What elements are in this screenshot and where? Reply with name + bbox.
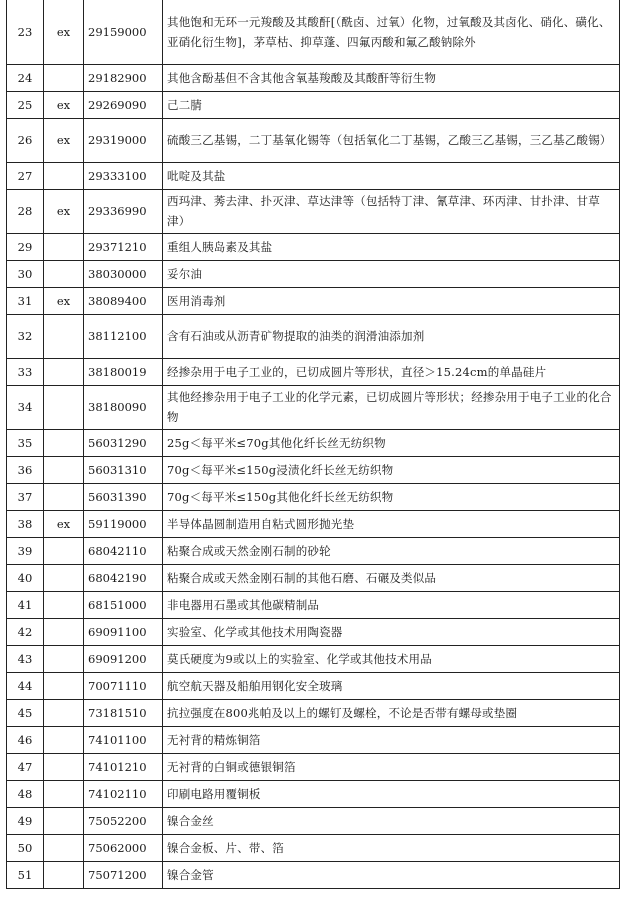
description-cell: 其他饱和无环一元羧酸及其酸酐[（酰卤、过氧）化物，过氧酸及其卤化、硝化、磺化、亚硝化衍生物]，茅草枯、抑草蓬、四氟丙酸和氟乙酸钠除外 xyxy=(163,0,620,64)
table-row xyxy=(7,483,620,510)
table-row xyxy=(7,564,620,591)
description-cell: 半导体晶圆制造用自粘式圆形抛光垫 xyxy=(163,510,620,537)
description-cell: 含有石油或从沥青矿物提取的油类的润滑油添加剂 xyxy=(163,314,620,358)
row-number-cell: 42 xyxy=(7,618,44,645)
ex-mark-cell xyxy=(44,64,84,91)
row-number-cell: 30 xyxy=(7,260,44,287)
tariff-code-cell: 69091100 xyxy=(84,618,163,645)
table-row xyxy=(7,189,620,233)
tariff-code-cell: 29159000 xyxy=(84,0,163,64)
row-number-cell: 31 xyxy=(7,287,44,314)
tariff-code-cell: 74101100 xyxy=(84,726,163,753)
row-number-cell: 25 xyxy=(7,91,44,118)
tariff-code-cell: 38112100 xyxy=(84,314,163,358)
description-cell: 妥尔油 xyxy=(163,260,620,287)
table-row xyxy=(7,591,620,618)
table-row xyxy=(7,287,620,314)
tariff-code-cell: 68042190 xyxy=(84,564,163,591)
tariff-code-cell: 70071110 xyxy=(84,672,163,699)
description-cell: 无衬背的精炼铜箔 xyxy=(163,726,620,753)
description-cell: 其他含酚基但不含其他含氧基羧酸及其酸酐等衍生物 xyxy=(163,64,620,91)
ex-mark-cell xyxy=(44,618,84,645)
ex-mark-cell xyxy=(44,726,84,753)
ex-mark-cell: ex xyxy=(44,510,84,537)
description-cell: 镍合金管 xyxy=(163,861,620,888)
ex-mark-cell xyxy=(44,162,84,189)
description-cell: 非电器用石墨或其他碳精制品 xyxy=(163,591,620,618)
row-number-cell: 50 xyxy=(7,834,44,861)
ex-mark-cell xyxy=(44,233,84,260)
description-cell: 镍合金丝 xyxy=(163,807,620,834)
ex-mark-cell: ex xyxy=(44,118,84,162)
row-number-cell: 38 xyxy=(7,510,44,537)
ex-mark-cell xyxy=(44,564,84,591)
row-number-cell: 33 xyxy=(7,358,44,385)
ex-mark-cell xyxy=(44,672,84,699)
tariff-code-cell: 29371210 xyxy=(84,233,163,260)
table-row xyxy=(7,672,620,699)
tariff-code-cell: 75052200 xyxy=(84,807,163,834)
row-number-cell: 28 xyxy=(7,189,44,233)
ex-mark-cell: ex xyxy=(44,189,84,233)
tariff-code-cell: 68042110 xyxy=(84,537,163,564)
row-number-cell: 40 xyxy=(7,564,44,591)
table-row xyxy=(7,233,620,260)
tariff-code-cell: 29333100 xyxy=(84,162,163,189)
tariff-code-cell: 74102110 xyxy=(84,780,163,807)
table-row xyxy=(7,753,620,780)
description-cell: 吡啶及其盐 xyxy=(163,162,620,189)
ex-mark-cell xyxy=(44,385,84,429)
table-row xyxy=(7,385,620,429)
row-number-cell: 49 xyxy=(7,807,44,834)
table-row xyxy=(7,64,620,91)
table-row xyxy=(7,260,620,287)
row-number-cell: 39 xyxy=(7,537,44,564)
tariff-code-cell: 29336990 xyxy=(84,189,163,233)
row-number-cell: 44 xyxy=(7,672,44,699)
description-cell: 粘聚合成或天然金刚石制的其他石磨、石碾及类似品 xyxy=(163,564,620,591)
row-number-cell: 26 xyxy=(7,118,44,162)
tariff-code-cell: 56031390 xyxy=(84,483,163,510)
description-cell: 莫氏硬度为9或以上的实验室、化学或其他技术用品 xyxy=(163,645,620,672)
description-cell: 镍合金板、片、带、箔 xyxy=(163,834,620,861)
description-cell: 粘聚合成或天然金刚石制的砂轮 xyxy=(163,537,620,564)
tariff-table xyxy=(6,0,620,889)
description-cell: 抗拉强度在800兆帕及以上的螺钉及螺栓，不论是否带有螺母或垫圈 xyxy=(163,699,620,726)
ex-mark-cell xyxy=(44,645,84,672)
tariff-code-cell: 56031310 xyxy=(84,456,163,483)
table-row xyxy=(7,91,620,118)
table-row xyxy=(7,807,620,834)
table-row xyxy=(7,726,620,753)
description-cell: 25g＜每平米≤70g其他化纤长丝无纺织物 xyxy=(163,429,620,456)
tariff-code-cell: 38030000 xyxy=(84,260,163,287)
description-cell: 硫酸三乙基锡，二丁基氧化锡等（包括氧化二丁基锡，乙酸三乙基锡，三乙基乙酸锡） xyxy=(163,118,620,162)
row-number-cell: 43 xyxy=(7,645,44,672)
table-row xyxy=(7,456,620,483)
tariff-code-cell: 29319000 xyxy=(84,118,163,162)
row-number-cell: 47 xyxy=(7,753,44,780)
table-row xyxy=(7,510,620,537)
ex-mark-cell xyxy=(44,753,84,780)
ex-mark-cell xyxy=(44,537,84,564)
row-number-cell: 23 xyxy=(7,0,44,64)
tariff-code-cell: 38180090 xyxy=(84,385,163,429)
tariff-code-cell: 38089400 xyxy=(84,287,163,314)
ex-mark-cell xyxy=(44,260,84,287)
ex-mark-cell xyxy=(44,807,84,834)
tariff-code-cell: 73181510 xyxy=(84,699,163,726)
row-number-cell: 35 xyxy=(7,429,44,456)
row-number-cell: 27 xyxy=(7,162,44,189)
table-row xyxy=(7,537,620,564)
row-number-cell: 45 xyxy=(7,699,44,726)
description-cell: 实验室、化学或其他技术用陶瓷器 xyxy=(163,618,620,645)
ex-mark-cell xyxy=(44,314,84,358)
row-number-cell: 29 xyxy=(7,233,44,260)
table-row xyxy=(7,645,620,672)
row-number-cell: 36 xyxy=(7,456,44,483)
ex-mark-cell xyxy=(44,780,84,807)
description-cell: 西玛津、莠去津、扑灭津、草达津等（包括特丁津、氰草津、环丙津、甘扑津、甘草津） xyxy=(163,189,620,233)
row-number-cell: 51 xyxy=(7,861,44,888)
tariff-code-cell: 38180019 xyxy=(84,358,163,385)
row-number-cell: 34 xyxy=(7,385,44,429)
table-row xyxy=(7,314,620,358)
row-number-cell: 41 xyxy=(7,591,44,618)
ex-mark-cell xyxy=(44,456,84,483)
tariff-code-cell: 75062000 xyxy=(84,834,163,861)
description-cell: 其他经掺杂用于电子工业的化学元素，已切成圆片等形状；经掺杂用于电子工业的化合物 xyxy=(163,385,620,429)
tariff-code-cell: 75071200 xyxy=(84,861,163,888)
description-cell: 印刷电路用覆铜板 xyxy=(163,780,620,807)
tariff-code-cell: 29269090 xyxy=(84,91,163,118)
ex-mark-cell: ex xyxy=(44,0,84,64)
tariff-code-cell: 68151000 xyxy=(84,591,163,618)
ex-mark-cell xyxy=(44,699,84,726)
description-cell: 医用消毒剂 xyxy=(163,287,620,314)
tariff-code-cell: 69091200 xyxy=(84,645,163,672)
ex-mark-cell xyxy=(44,834,84,861)
table-row xyxy=(7,358,620,385)
description-cell: 70g＜每平米≤150g其他化纤长丝无纺织物 xyxy=(163,483,620,510)
table-row xyxy=(7,0,620,64)
row-number-cell: 46 xyxy=(7,726,44,753)
ex-mark-cell xyxy=(44,861,84,888)
table-row xyxy=(7,618,620,645)
ex-mark-cell xyxy=(44,483,84,510)
table-row xyxy=(7,699,620,726)
table-row xyxy=(7,162,620,189)
description-cell: 经掺杂用于电子工业的，已切成圆片等形状，直径＞15.24cm的单晶硅片 xyxy=(163,358,620,385)
table-row xyxy=(7,834,620,861)
tariff-code-cell: 59119000 xyxy=(84,510,163,537)
ex-mark-cell xyxy=(44,429,84,456)
table-row xyxy=(7,118,620,162)
ex-mark-cell xyxy=(44,358,84,385)
description-cell: 重组人胰岛素及其盐 xyxy=(163,233,620,260)
ex-mark-cell xyxy=(44,591,84,618)
table-row xyxy=(7,780,620,807)
description-cell: 70g＜每平米≤150g浸渍化纤长丝无纺织物 xyxy=(163,456,620,483)
table-row xyxy=(7,861,620,888)
description-cell: 航空航天器及船舶用钢化安全玻璃 xyxy=(163,672,620,699)
tariff-code-cell: 56031290 xyxy=(84,429,163,456)
row-number-cell: 24 xyxy=(7,64,44,91)
ex-mark-cell: ex xyxy=(44,287,84,314)
ex-mark-cell: ex xyxy=(44,91,84,118)
tariff-code-cell: 74101210 xyxy=(84,753,163,780)
row-number-cell: 32 xyxy=(7,314,44,358)
row-number-cell: 37 xyxy=(7,483,44,510)
table-row xyxy=(7,429,620,456)
description-cell: 无衬背的白铜或德银铜箔 xyxy=(163,753,620,780)
row-number-cell: 48 xyxy=(7,780,44,807)
tariff-code-cell: 29182900 xyxy=(84,64,163,91)
description-cell: 己二腈 xyxy=(163,91,620,118)
